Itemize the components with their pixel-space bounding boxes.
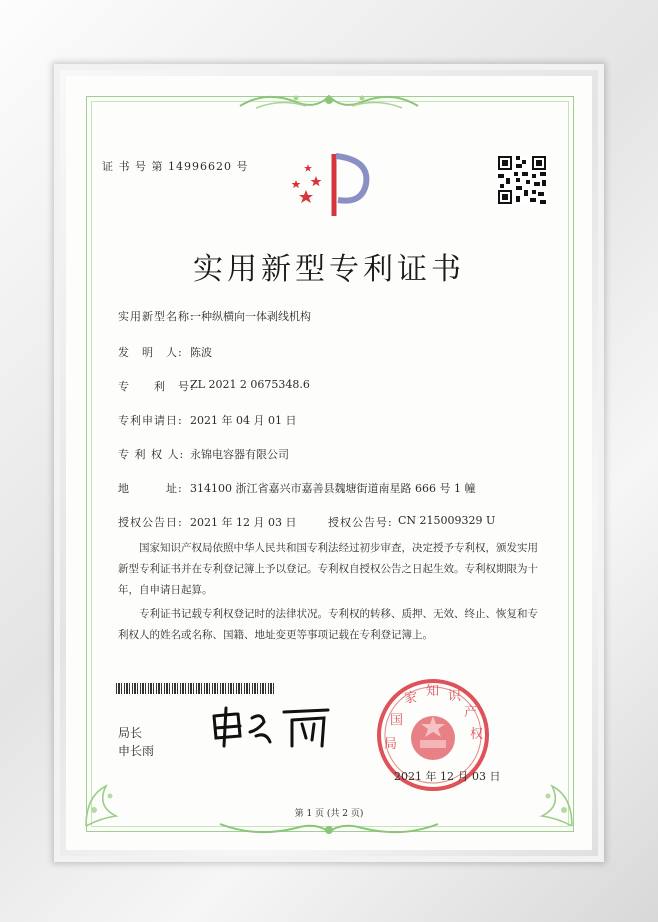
- field-label-application-date: 专利申请日:: [118, 414, 183, 427]
- director-title: 局长: [118, 726, 143, 740]
- field-value-address: 314100 浙江省嘉兴市嘉善县魏塘街道南星路 666 号 1 幢: [190, 482, 476, 495]
- field-label-patent-number: 专 利 号:: [118, 380, 195, 393]
- director-name: 申长雨: [118, 744, 155, 758]
- field-label-inventor: 发 明 人:: [118, 346, 183, 359]
- field-label-patentee: 专 利 权 人:: [118, 448, 185, 461]
- svg-text:权: 权: [470, 727, 484, 742]
- barcode-icon: [116, 683, 276, 694]
- qr-code-icon: [496, 154, 548, 206]
- bottom-ornament-icon: [216, 818, 442, 840]
- certificate-paper: [66, 76, 592, 850]
- certificate-paragraph-legal: 专利证书记载专利权登记时的法律状况。专利权的转移、质押、无效、终止、恢复和专利权人的姓名或名称、国籍、地址变更等事项记载在专利登记簿上。: [118, 608, 538, 641]
- svg-text:家: 家: [404, 691, 418, 706]
- corner-ornament-bottom-left-icon: [76, 766, 146, 836]
- certificate-issue-date: 2021 年 12 月 03 日: [394, 770, 501, 783]
- field-value-patent-number: ZL 2021 2 0675348.6: [190, 378, 310, 391]
- corner-ornament-bottom-right-icon: [512, 766, 582, 836]
- field-value-application-date: 2021 年 04 月 01 日: [190, 414, 297, 427]
- field-value-announce-number: CN 215009329 U: [398, 514, 496, 527]
- field-value-name: 一种纵横向一体剥线机构: [190, 310, 311, 323]
- field-label-name: 实用新型名称:: [118, 310, 195, 323]
- certificate-title: 实用新型专利证书: [193, 252, 465, 287]
- svg-text:知: 知: [426, 684, 440, 699]
- svg-text:识: 识: [448, 689, 462, 704]
- svg-text:国: 国: [390, 713, 404, 728]
- field-label-announce-date: 授权公告日:: [118, 516, 183, 529]
- certificate-paragraph-grant: 国家知识产权局依照中华人民共和国专利法经过初步审查，决定授予专利权，颁发实用新型专利证书并在专利登记簿上予以登记。专利权自授权公告之日起生效。专利权期限为十年，自申请日起算。: [118, 542, 538, 596]
- field-label-announce-number: 授权公告号:: [328, 516, 393, 529]
- certificate-serial-number: 证 书 号 第 14996620 号: [102, 160, 249, 173]
- page-number: 第 1 页 (共 2 页): [294, 809, 364, 819]
- field-value-patentee: 永锦电容器有限公司: [190, 448, 289, 461]
- field-value-inventor: 陈波: [190, 346, 212, 359]
- svg-text:局: 局: [384, 737, 398, 752]
- field-label-address: 地 址:: [118, 482, 183, 495]
- field-value-announce-date: 2021 年 12 月 03 日: [190, 516, 297, 529]
- svg-text:产: 产: [464, 705, 478, 720]
- cnipa-logo-icon: [286, 150, 372, 222]
- top-ornament-icon: [236, 88, 422, 114]
- signature-icon: [206, 702, 336, 754]
